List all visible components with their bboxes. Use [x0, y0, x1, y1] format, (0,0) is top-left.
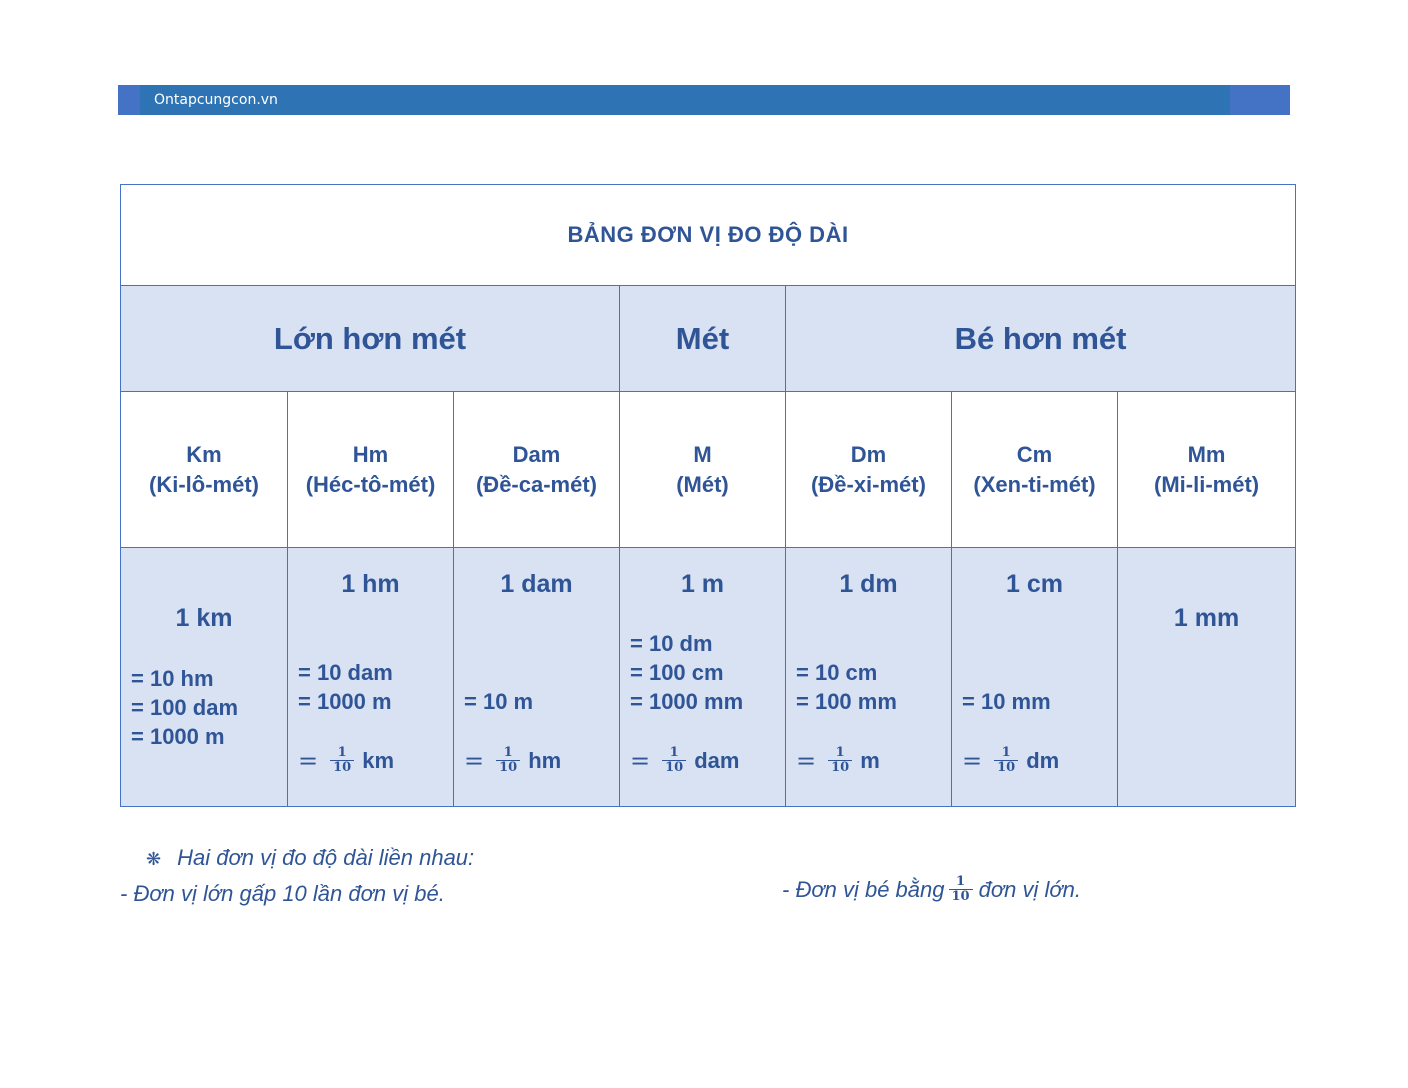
unit-equivalents: [630, 629, 743, 716]
fraction-denominator: 10: [330, 760, 354, 775]
fraction-numerator: 1: [669, 745, 679, 760]
unit-equivalent-line: = 10 dam: [298, 660, 393, 685]
site-name: Ontapcungcon.vn: [154, 92, 278, 108]
unit-name-cell: [1118, 392, 1296, 548]
unit-fraction-equivalent: [796, 746, 880, 775]
unit-name-cell: [620, 392, 786, 548]
fraction-denominator: 10: [496, 760, 520, 775]
unit-full-name: (Mi-li-mét): [1154, 471, 1260, 497]
unit-full-name: (Mét): [676, 471, 729, 497]
unit-equivalent-line: = 1000 m: [298, 689, 392, 714]
fraction-denominator: 10: [662, 760, 686, 775]
unit-equivalent-line: = 10 dm: [630, 631, 713, 656]
unit-value-cell: [786, 548, 952, 807]
fraction: [496, 746, 520, 775]
unit-equivalent-line: = 1000 m: [131, 724, 225, 749]
unit-fraction-equivalent: [298, 746, 394, 775]
header-accent-left: [118, 85, 140, 115]
fraction-unit: m: [860, 747, 880, 773]
unit-full-name: (Ki-lô-mét): [149, 471, 259, 497]
fraction-denominator: 10: [828, 760, 852, 775]
unit-name-cell: [786, 392, 952, 548]
unit-equivalents: [464, 687, 533, 716]
fraction: [662, 746, 686, 775]
unit-equivalent-line: = 10 mm: [962, 689, 1051, 714]
unit-value-cell: [454, 548, 620, 807]
equals-sign: =: [298, 746, 319, 775]
fraction-denominator: 10: [994, 760, 1018, 775]
unit-equivalent-line: = 1000 mm: [630, 689, 744, 714]
unit-equivalent-line: = 100 mm: [796, 689, 897, 714]
unit-name-cell: [288, 392, 454, 548]
length-units-table: [120, 184, 1296, 807]
rule-smaller-unit-before: - Đơn vị bé bằng: [782, 876, 945, 902]
unit-fraction-equivalent: [630, 746, 739, 775]
unit-abbr: M: [693, 441, 712, 467]
fraction-unit: hm: [528, 747, 562, 773]
note-title-text: Hai đơn vị đo độ dài liền nhau:: [177, 845, 475, 870]
fraction: [828, 746, 852, 775]
unit-value: 1 cm: [1006, 570, 1063, 598]
fraction-unit: dm: [1026, 747, 1060, 773]
unit-full-name: (Xen-ti-mét): [973, 471, 1096, 497]
equals-sign: =: [464, 746, 485, 775]
unit-equivalents: [131, 664, 238, 751]
unit-value: 1 hm: [341, 570, 400, 598]
unit-value: 1 km: [175, 604, 233, 632]
fraction-numerator: 1: [337, 745, 347, 760]
unit-value: 1 m: [680, 570, 725, 598]
equals-sign: =: [962, 746, 983, 775]
unit-equivalents: [796, 658, 897, 716]
unit-equivalents: [298, 658, 393, 716]
unit-equivalent-line: = 100 cm: [630, 660, 724, 685]
unit-equivalent-line: = 10 hm: [131, 666, 214, 691]
unit-value: 1 dm: [839, 570, 898, 598]
unit-fraction-equivalent: [464, 746, 561, 775]
unit-abbr: Hm: [352, 441, 389, 467]
fraction-numerator: 1: [1001, 745, 1011, 760]
asterisk-bullet-icon: ❋: [146, 849, 162, 869]
unit-abbr: Dam: [512, 441, 561, 467]
unit-equivalent-line: = 10 cm: [796, 660, 878, 685]
group-smaller-than-meter: Bé hơn mét: [786, 286, 1296, 392]
unit-equivalent-line: = 100 dam: [131, 695, 239, 720]
unit-full-name: (Đề-ca-mét): [475, 471, 598, 497]
rule-larger-unit: - Đơn vị lớn gấp 10 lần đơn vị bé.: [120, 881, 445, 906]
unit-value-cell: [620, 548, 786, 807]
unit-name-cell: [121, 392, 288, 548]
unit-value: 1 dam: [500, 570, 573, 598]
unit-value-cell: [1118, 548, 1296, 807]
unit-full-name: (Đề-xi-mét): [811, 471, 926, 497]
header-bar: [118, 85, 1290, 115]
unit-abbr: Km: [186, 441, 222, 467]
header-accent-right: [1230, 85, 1290, 115]
note-title: [146, 845, 474, 871]
fraction-numerator: 1: [835, 745, 845, 760]
unit-abbr: Cm: [1016, 441, 1053, 467]
unit-value: 1 mm: [1173, 604, 1240, 632]
fraction: [949, 875, 973, 904]
table-title: BẢNG ĐƠN VỊ ĐO ĐỘ DÀI: [121, 185, 1296, 286]
unit-abbr: Mm: [1187, 441, 1226, 467]
unit-value-cell: [121, 548, 288, 807]
unit-full-name: (Héc-tô-mét): [305, 471, 436, 497]
rule-smaller-unit-after: đơn vị lớn.: [978, 876, 1082, 902]
unit-name-cell: [454, 392, 620, 548]
unit-equivalent-line: = 10 m: [464, 689, 534, 714]
group-larger-than-meter: Lớn hơn mét: [121, 286, 620, 392]
fraction-numerator: 1: [956, 874, 966, 889]
unit-equivalents: [962, 687, 1051, 716]
equals-sign: =: [630, 746, 651, 775]
unit-abbr: Dm: [850, 441, 887, 467]
unit-value-cell: [288, 548, 454, 807]
fraction-numerator: 1: [503, 745, 513, 760]
fraction-denominator: 10: [949, 889, 973, 904]
equals-sign: =: [796, 746, 817, 775]
fraction-unit: km: [362, 747, 394, 773]
rule-smaller-unit: [782, 875, 1081, 904]
group-meter: Mét: [620, 286, 786, 392]
unit-name-cell: [952, 392, 1118, 548]
unit-value-cell: [952, 548, 1118, 807]
fraction: [994, 746, 1018, 775]
unit-fraction-equivalent: [962, 746, 1059, 775]
fraction-unit: dam: [694, 747, 740, 773]
fraction: [330, 746, 354, 775]
